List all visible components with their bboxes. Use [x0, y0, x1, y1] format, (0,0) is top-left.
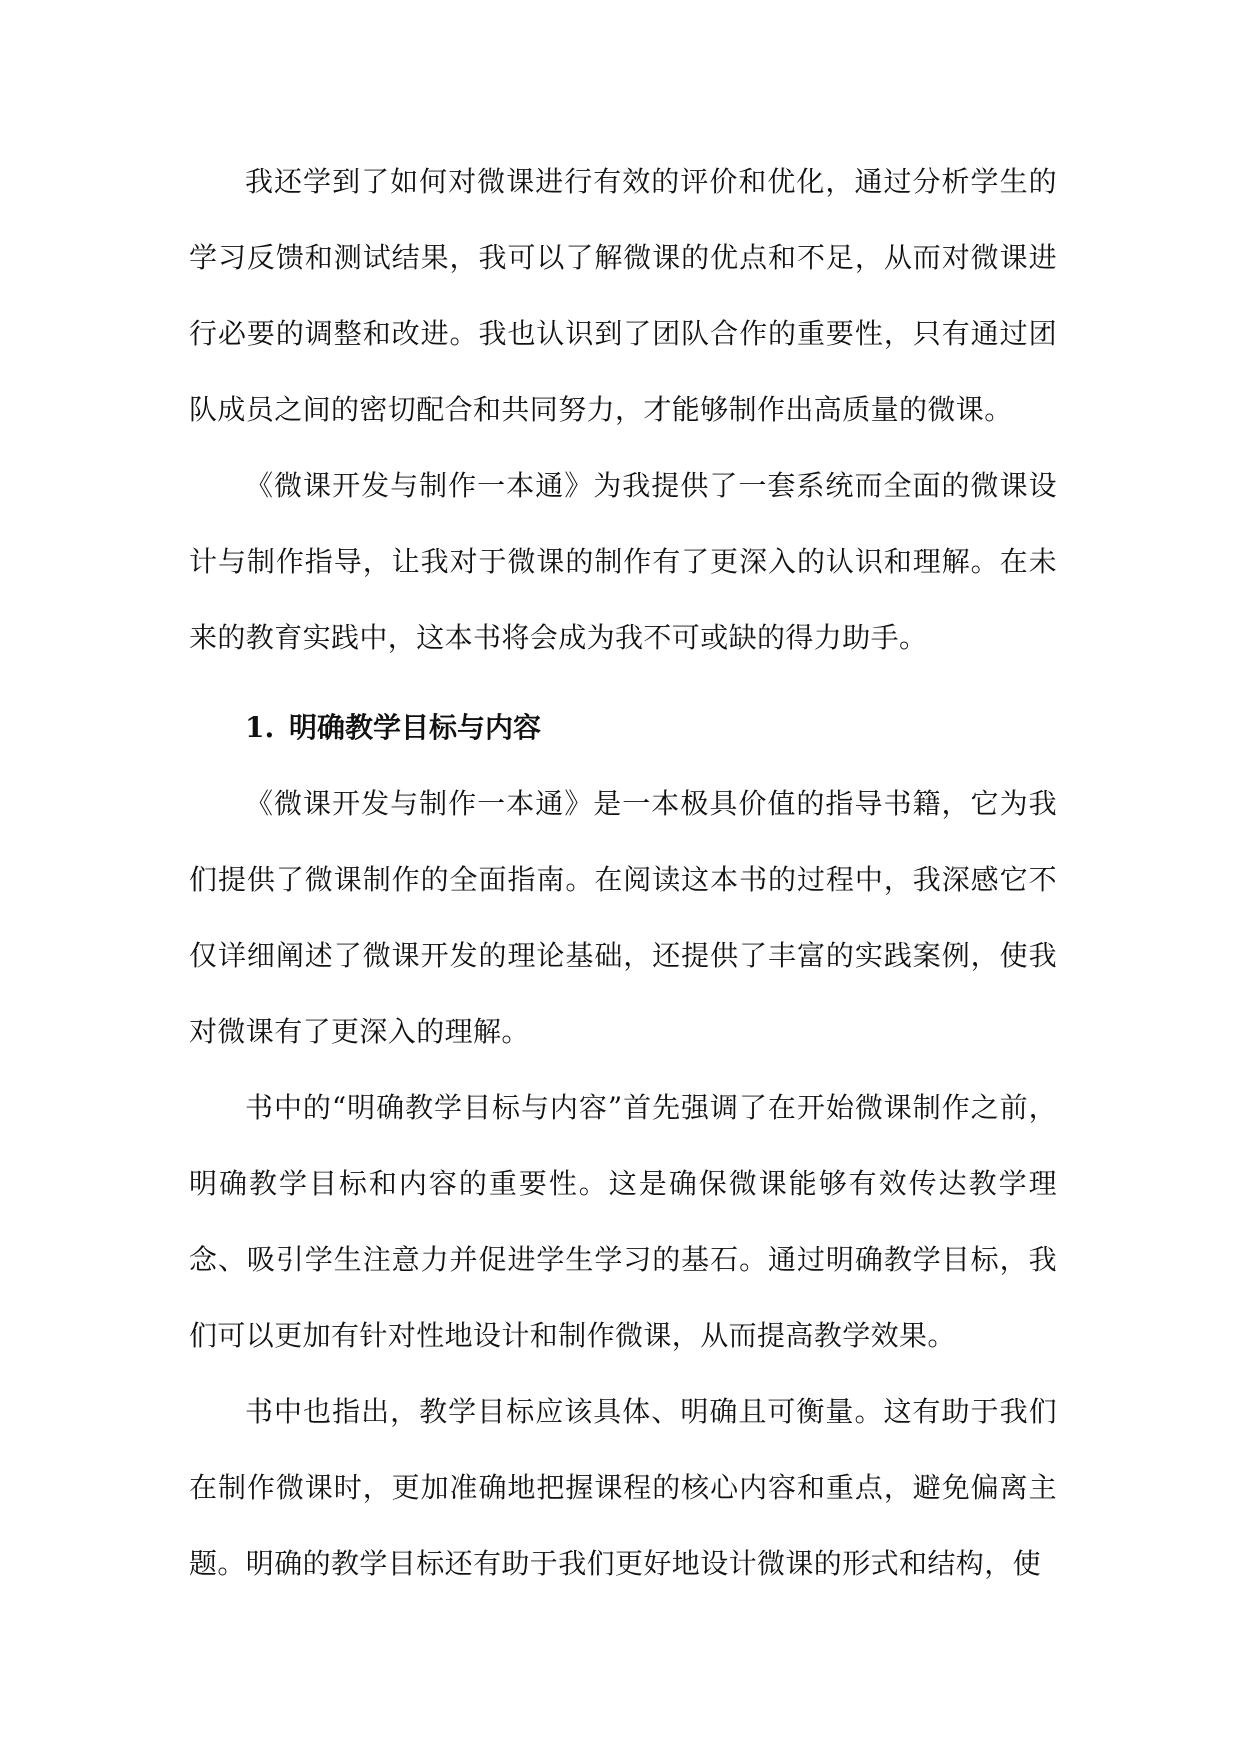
paragraph-measurable-goals: 书中也指出，教学目标应该具体、明确且可衡量。这有助于我们在制作微课时，更加准确地把握课程的核心内容和重点，避免偏离主题。明确的教学目标还有助于我们更好地设计微课的形式和结构，使 [189, 1395, 1057, 1580]
document-body [189, 144, 1057, 1602]
paragraph-book-intro: 《微课开发与制作一本通》是一本极具价值的指导书籍，它为我们提供了微课制作的全面指南。在阅读这本书的过程中，我深感它不仅详细阐述了微课开发的理论基础，还提供了丰富的实践案例，使我对微课有了更深入的理解。 [189, 787, 1057, 1048]
paragraph-clear-goals: 书中的“明确教学目标与内容”首先强调了在开始微课制作之前，明确教学目标和内容的重要性。这是确保微课能够有效传达教学理念、吸引学生注意力并促进学生学习的基石。通过明确教学目标，我们可以更加有针对性地设计和制作微课，从而提高教学效果。 [189, 1091, 1057, 1352]
section-heading [189, 690, 1057, 766]
section-number: 1. [245, 711, 275, 744]
paragraph-book-summary: 《微课开发与制作一本通》为我提供了一套系统而全面的微课设计与制作指导，让我对于微课的制作有了更深入的认识和理解。在未来的教育实践中，这本书将会成为我不可或缺的得力助手。 [189, 469, 1057, 654]
paragraph-evaluation: 我还学到了如何对微课进行有效的评价和优化，通过分析学生的学习反馈和测试结果，我可以了解微课的优点和不足，从而对微课进行必要的调整和改进。我也认识到了团队合作的重要性，只有通过团队成员之间的密切配合和共同努力，才能够制作出高质量的微课。 [189, 165, 1057, 426]
section-title: 明确教学目标与内容 [289, 711, 542, 744]
